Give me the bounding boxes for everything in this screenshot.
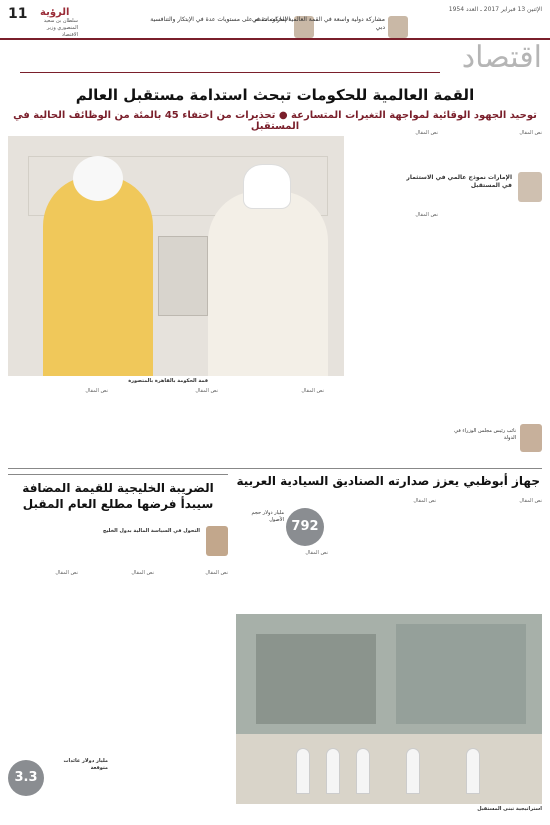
story-divider <box>8 468 542 469</box>
quote-text: التحول في السياسة المالية بدول الخليج <box>102 528 200 534</box>
story-two-badge: 792 <box>286 508 324 546</box>
side-text: نائب رئيس مجلس الوزراء في الدولة <box>454 428 516 441</box>
story-two-col-2: نص المقال <box>413 498 436 504</box>
story-two-photo <box>236 614 542 804</box>
photo-figure <box>326 748 340 794</box>
lead-body-col-1: نص المقال <box>519 130 542 136</box>
lead-subhead: توحيد الجهود الوقائية لمواجهة التغيرات المتسارعة ● تحذيرات من اختفاء 45 بالمئة من الوظائف الحالية في المستقبل <box>13 110 537 132</box>
story-three-col-1: نص المقال <box>205 570 228 576</box>
lead-photo-caption: قمة الحكومة بالقاهرة بالمتصورة <box>128 378 208 384</box>
story-two-photo-caption: استراتيجية تبنى المستقبل <box>477 806 542 812</box>
issue-date: الإثنين 13 فبراير 2017 ـ العدد 1954 <box>448 6 542 13</box>
award-plaque <box>158 236 208 316</box>
photo-figure <box>356 748 370 794</box>
story-three-col-3: نص المقال <box>55 570 78 576</box>
photo-figure <box>208 191 328 376</box>
story-three-quote-box <box>8 524 228 564</box>
photo-figure <box>43 176 153 376</box>
masthead-tease-left[interactable]: الإمارات تتقدم على مستويات عدة في الإبتكار والتنافسية <box>150 16 290 23</box>
lead-body-intro: نص المقال <box>415 130 438 136</box>
quote-avatar <box>206 526 228 556</box>
author-avatar <box>388 16 408 38</box>
masthead <box>0 0 550 40</box>
lead-body-col-3: نص المقال <box>301 388 324 394</box>
story-divider <box>8 474 228 475</box>
lead-headline[interactable]: القمة العالمية للحكومات تبحث استدامة مستقبل العالم <box>75 86 475 104</box>
photo-figure-head <box>243 164 291 209</box>
masthead-left-names: سلطان بن سعيد المنصوري وزير الاقتصاد <box>43 18 78 38</box>
lead-body-col-2: نص المقال <box>415 212 438 218</box>
photo-building <box>256 634 376 724</box>
story-three-headline[interactable]: الضريبة الخليجية للقيمة المضافة سيبدأ فرضها مطلع العام المقبل <box>22 481 214 511</box>
story-three-col-2: نص المقال <box>131 570 154 576</box>
photo-figure <box>406 748 420 794</box>
story-three-badge-note: مليار دولار عائدات متوقعة <box>63 758 108 771</box>
lead-side-box <box>452 404 542 464</box>
photo-figure <box>296 748 310 794</box>
newspaper-logo: الرؤية <box>40 7 70 18</box>
story-two-badge-note: مليار دولار حجم الأصول <box>251 510 284 523</box>
page-number: 11 <box>8 6 28 22</box>
story-three-badge: 3.3 <box>8 760 44 796</box>
photo-figure-head <box>73 156 123 201</box>
side-avatar <box>520 424 542 452</box>
lead-body-col-4: نص المقال <box>195 388 218 394</box>
photo-ground <box>236 734 542 804</box>
story-two-col-3: نص المقال <box>305 550 328 556</box>
section-divider <box>20 72 440 73</box>
lead-quote-box <box>350 168 542 208</box>
quote-text: الإمارات نموذج عالمي في الاستثمار في المستقبل <box>406 174 512 189</box>
lead-body-col-5: نص المقال <box>85 388 108 394</box>
quote-avatar <box>518 172 542 202</box>
lead-photo <box>8 136 344 376</box>
photo-building <box>396 624 526 724</box>
masthead-tease-right[interactable]: مشاركة دولية واسعة في القمة العالمية للحكومات في دبي <box>251 16 385 31</box>
story-two-col-1: نص المقال <box>519 498 542 504</box>
section-title: اقتصاد <box>461 40 542 75</box>
photo-figure <box>466 748 480 794</box>
story-two-headline[interactable]: جهاز أبوظبي يعزز صدارته الصناديق السيادية العربية <box>236 474 540 488</box>
